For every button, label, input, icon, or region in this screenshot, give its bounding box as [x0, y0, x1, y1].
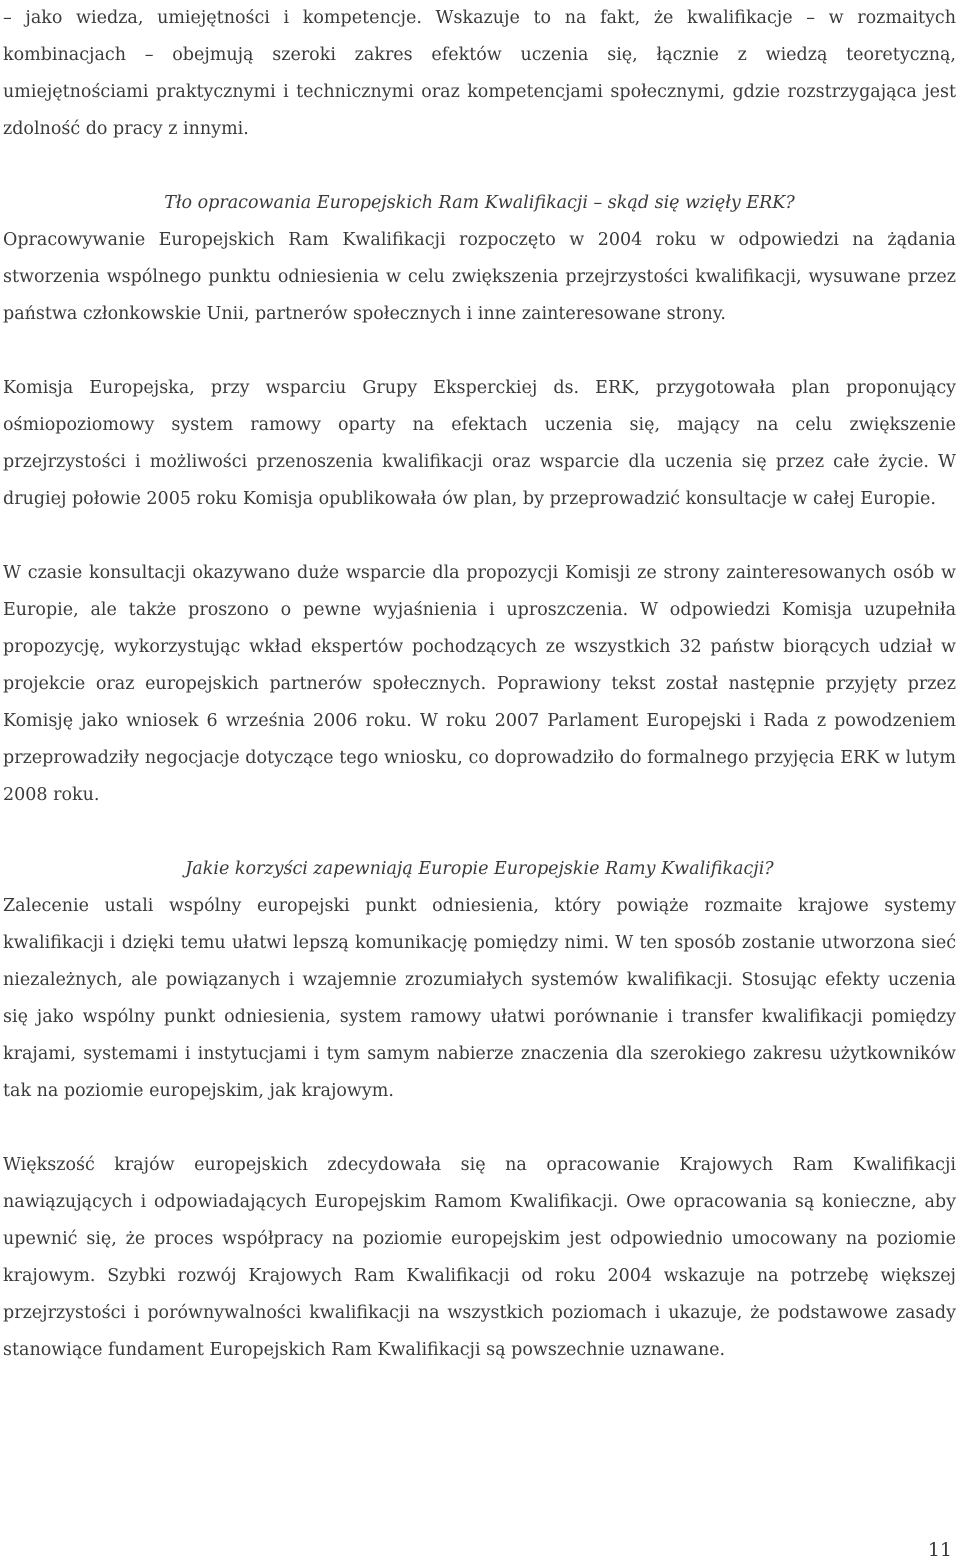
- paragraph-spacer: [3, 814, 956, 851]
- section-heading-erk-background: Tło opracowania Europejskich Ram Kwalifikacji – skąd się wzięły ERK?: [164, 193, 795, 213]
- paragraph-consultations: W czasie konsultacji okazywano duże wsparcie dla propozycji Komisji ze strony zainteresowanych osób w Europie, ale także proszono o pewne wyjaśnienia i uproszczenia. W odpowiedzi Komisja uzupełniła propozycję, wykorzystując wkład ekspertów pochodzących ze wszystkich 32 państw biorących udział w projekcie oraz europejskich partnerów społecznych. Poprawiony tekst został następnie przyjęty przez Komisję jako wniosek 6 września 2006 roku. W roku 2007 Parlament Europejski i Rada z powodzeniem przeprowadziły negocjacje dotyczące tego wniosku, co doprowadziło do formalnego przyjęcia ERK w lutym 2008 roku.: [3, 563, 956, 805]
- document-page: [3, 0, 956, 1369]
- paragraph-national-frameworks: Większość krajów europejskich zdecydowała się na opracowanie Krajowych Ram Kwalifikacji nawiązujących i odpowiadających Europejskim Ramom Kwalifikacji. Owe opracowania są konieczne, aby upewnić się, że proces współpracy na poziomie europejskim jest odpowiednio umocowany na poziomie krajowym. Szybki rozwój Krajowych Ram Kwalifikacji od roku 2004 wskazuje na potrzebę większej przejrzystości i porównywalności kwalifikacji na wszystkich poziomach i ukazuje, że podstawowe zasady stanowiące fundament Europejskich Ram Kwalifikacji są powszechnie uznawane.: [3, 1155, 956, 1360]
- paragraph-commission-plan: Komisja Europejska, przy wsparciu Grupy Eksperckiej ds. ERK, przygotowała plan proponujący ośmiopoziomowy system ramowy oparty na efektach uczenia się, mający na celu zwiększenie przejrzystości i możliwości przenoszenia kwalifikacji oraz wsparcie dla uczenia się przez całe życie. W drugiej połowie 2005 roku Komisja opublikowała ów plan, by przeprowadzić konsultacje w całej Europie.: [3, 378, 956, 509]
- page-number: 11: [927, 1539, 952, 1561]
- paragraph-erk-origins: Opracowywanie Europejskich Ram Kwalifikacji rozpoczęto w 2004 roku w odpowiedzi na żądania stworzenia wspólnego punktu odniesienia w celu zwiększenia przejrzystości kwalifikacji, wysuwane przez państwa członkowskie Unii, partnerów społecznych i inne zainteresowane strony.: [3, 230, 956, 324]
- paragraph-spacer: [3, 518, 956, 555]
- paragraph-common-reference: Zalecenie ustali wspólny europejski punkt odniesienia, który powiąże rozmaite krajowe systemy kwalifikacji i dzięki temu ułatwi lepszą komunikację pomiędzy nimi. W ten sposób zostanie utworzona sieć niezależnych, ale powiązanych i wzajemnie zrozumiałych systemów kwalifikacji. Stosując efekty uczenia się jako wspólny punkt odniesienia, system ramowy ułatwi porównanie i transfer kwalifikacji pomiędzy krajami, systemami i instytucjami i tym samym nabierze znaczenia dla szerokiego zakresu użytkowników tak na poziomie europejskim, jak krajowym.: [3, 896, 956, 1101]
- paragraph-spacer: [3, 1110, 956, 1147]
- paragraph-spacer: [3, 148, 956, 185]
- paragraph-spacer: [3, 333, 956, 370]
- paragraph-competences: – jako wiedza, umiejętności i kompetencje. Wskazuje to na fakt, że kwalifikacje – w rozmaitych kombinacjach – obejmują szeroki zakres efektów uczenia się, łącznie z wiedzą teoretyczną, umiejętnościami praktycznymi i technicznymi oraz kompetencjami społecznymi, gdzie rozstrzygająca jest zdolność do pracy z innymi.: [3, 8, 956, 139]
- section-heading-erk-benefits: Jakie korzyści zapewniają Europie Europejskie Ramy Kwalifikacji?: [185, 859, 774, 879]
